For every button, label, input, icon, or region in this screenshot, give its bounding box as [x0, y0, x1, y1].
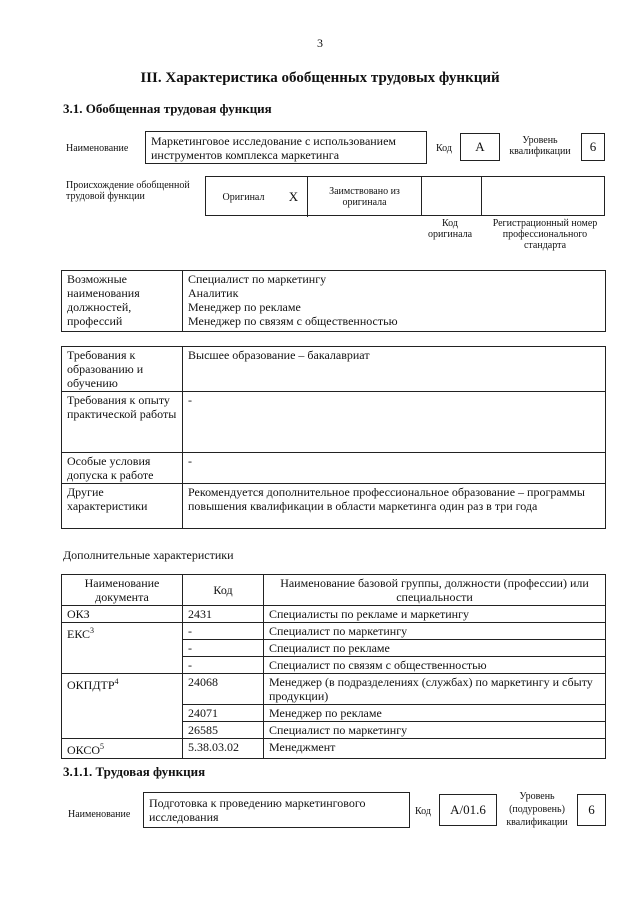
tf-level-label: Уровень (подуровень) квалификации — [506, 791, 568, 828]
req-conditions-label: Особые условия допуска к работе — [62, 453, 183, 484]
req-experience-value: - — [183, 392, 606, 453]
tf-code-value: А/01.6 — [439, 794, 497, 826]
gtf-code-value: А — [460, 133, 500, 161]
page-number: 3 — [317, 36, 323, 50]
original-label: Оригинал — [222, 191, 265, 203]
tf-level-value: 6 — [577, 794, 606, 826]
positions-list — [183, 271, 606, 332]
requirements-table — [61, 346, 606, 529]
position-item: Специалист по маркетингу — [188, 272, 327, 286]
additional-table — [61, 574, 606, 759]
row-code: - — [183, 657, 264, 674]
reg-number-caption: Регистрационный номер профессионального стандарта — [492, 218, 598, 251]
row-code: 26585 — [183, 722, 264, 739]
row-name: Менеджмент — [264, 739, 606, 759]
positions-table — [61, 270, 606, 332]
original-mark: Х — [288, 189, 299, 204]
gtf-level-label: Уровень квалификации — [509, 135, 571, 157]
row-code: 24068 — [183, 674, 264, 705]
gtf-origin-label: Происхождение обобщенной трудовой функции — [66, 180, 190, 202]
table-row — [62, 739, 606, 759]
row-name: Специалист по связям с общественностью — [264, 657, 606, 674]
row-name: Менеджер по рекламе — [264, 705, 606, 722]
req-other-label: Другие характеристики — [62, 484, 183, 529]
row-code: - — [183, 640, 264, 657]
table-row — [62, 606, 606, 623]
row-name: Специалист по рекламе — [264, 640, 606, 657]
row-name: Специалист по маркетингу — [264, 722, 606, 739]
row-code: 24071 — [183, 705, 264, 722]
reg-number-cell — [481, 177, 605, 215]
row-name: Менеджер (в подразделениях (службах) по маркетингу и сбыту продукции) — [264, 674, 606, 705]
tf-heading: 3.1.1. Трудовая функция — [63, 764, 206, 779]
tf-name-label: Наименование — [68, 809, 131, 820]
position-item: Аналитик — [188, 286, 239, 300]
origin-grid — [205, 176, 605, 216]
origin-code-cell — [421, 177, 482, 215]
row-code: - — [183, 623, 264, 640]
position-item: Менеджер по связям с общественностью — [188, 314, 398, 328]
tf-name-value: Подготовка к проведению маркетингового исследования — [143, 792, 410, 828]
borrowed-label: Заимствовано из оригинала — [307, 177, 421, 217]
gtf-heading: 3.1. Обобщенная трудовая функция — [63, 101, 272, 116]
row-code: 5.38.03.02 — [183, 739, 264, 759]
additional-heading: Дополнительные характеристики — [63, 548, 234, 562]
row-doc: ОКЗ — [62, 606, 183, 623]
row-doc: ОКСО$^5$ — [62, 739, 183, 759]
origin-code-caption: Код оригинала — [427, 218, 473, 240]
req-other-value: Рекомендуется дополнительное профессиональное образование – программы повышения квалификации в области маркетинга один раз в три года — [183, 484, 606, 529]
header-name: Наименование базовой группы, должности (профессии) или специальности — [264, 575, 606, 606]
gtf-code-label: Код — [436, 143, 452, 154]
row-name: Специалист по маркетингу — [264, 623, 606, 640]
gtf-name-value: Маркетинговое исследование с использованием инструментов комплекса маркетинга — [145, 131, 427, 164]
position-item: Менеджер по рекламе — [188, 300, 301, 314]
row-name: Специалисты по рекламе и маркетингу — [264, 606, 606, 623]
tf-code-label: Код — [415, 806, 431, 817]
table-row — [62, 674, 606, 705]
header-doc: Наименование документа — [62, 575, 183, 606]
table-row — [62, 623, 606, 640]
req-education-value: Высшее образование – бакалавриат — [183, 347, 606, 392]
gtf-name-label: Наименование — [66, 143, 129, 154]
row-doc: ЕКС$^3$ — [62, 623, 183, 674]
req-education-label: Требования к образованию и обучению — [62, 347, 183, 392]
row-code: 2431 — [183, 606, 264, 623]
header-code: Код — [183, 575, 264, 606]
section-title: III. Характеристика обобщенных трудовых функций — [140, 70, 500, 86]
positions-label: Возможные наименования должностей, профессий — [62, 271, 183, 332]
req-conditions-value: - — [183, 453, 606, 484]
row-doc: ОКПДТР$^4$ — [62, 674, 183, 739]
req-experience-label: Требования к опыту практической работы — [62, 392, 183, 453]
gtf-level-value: 6 — [581, 133, 605, 161]
